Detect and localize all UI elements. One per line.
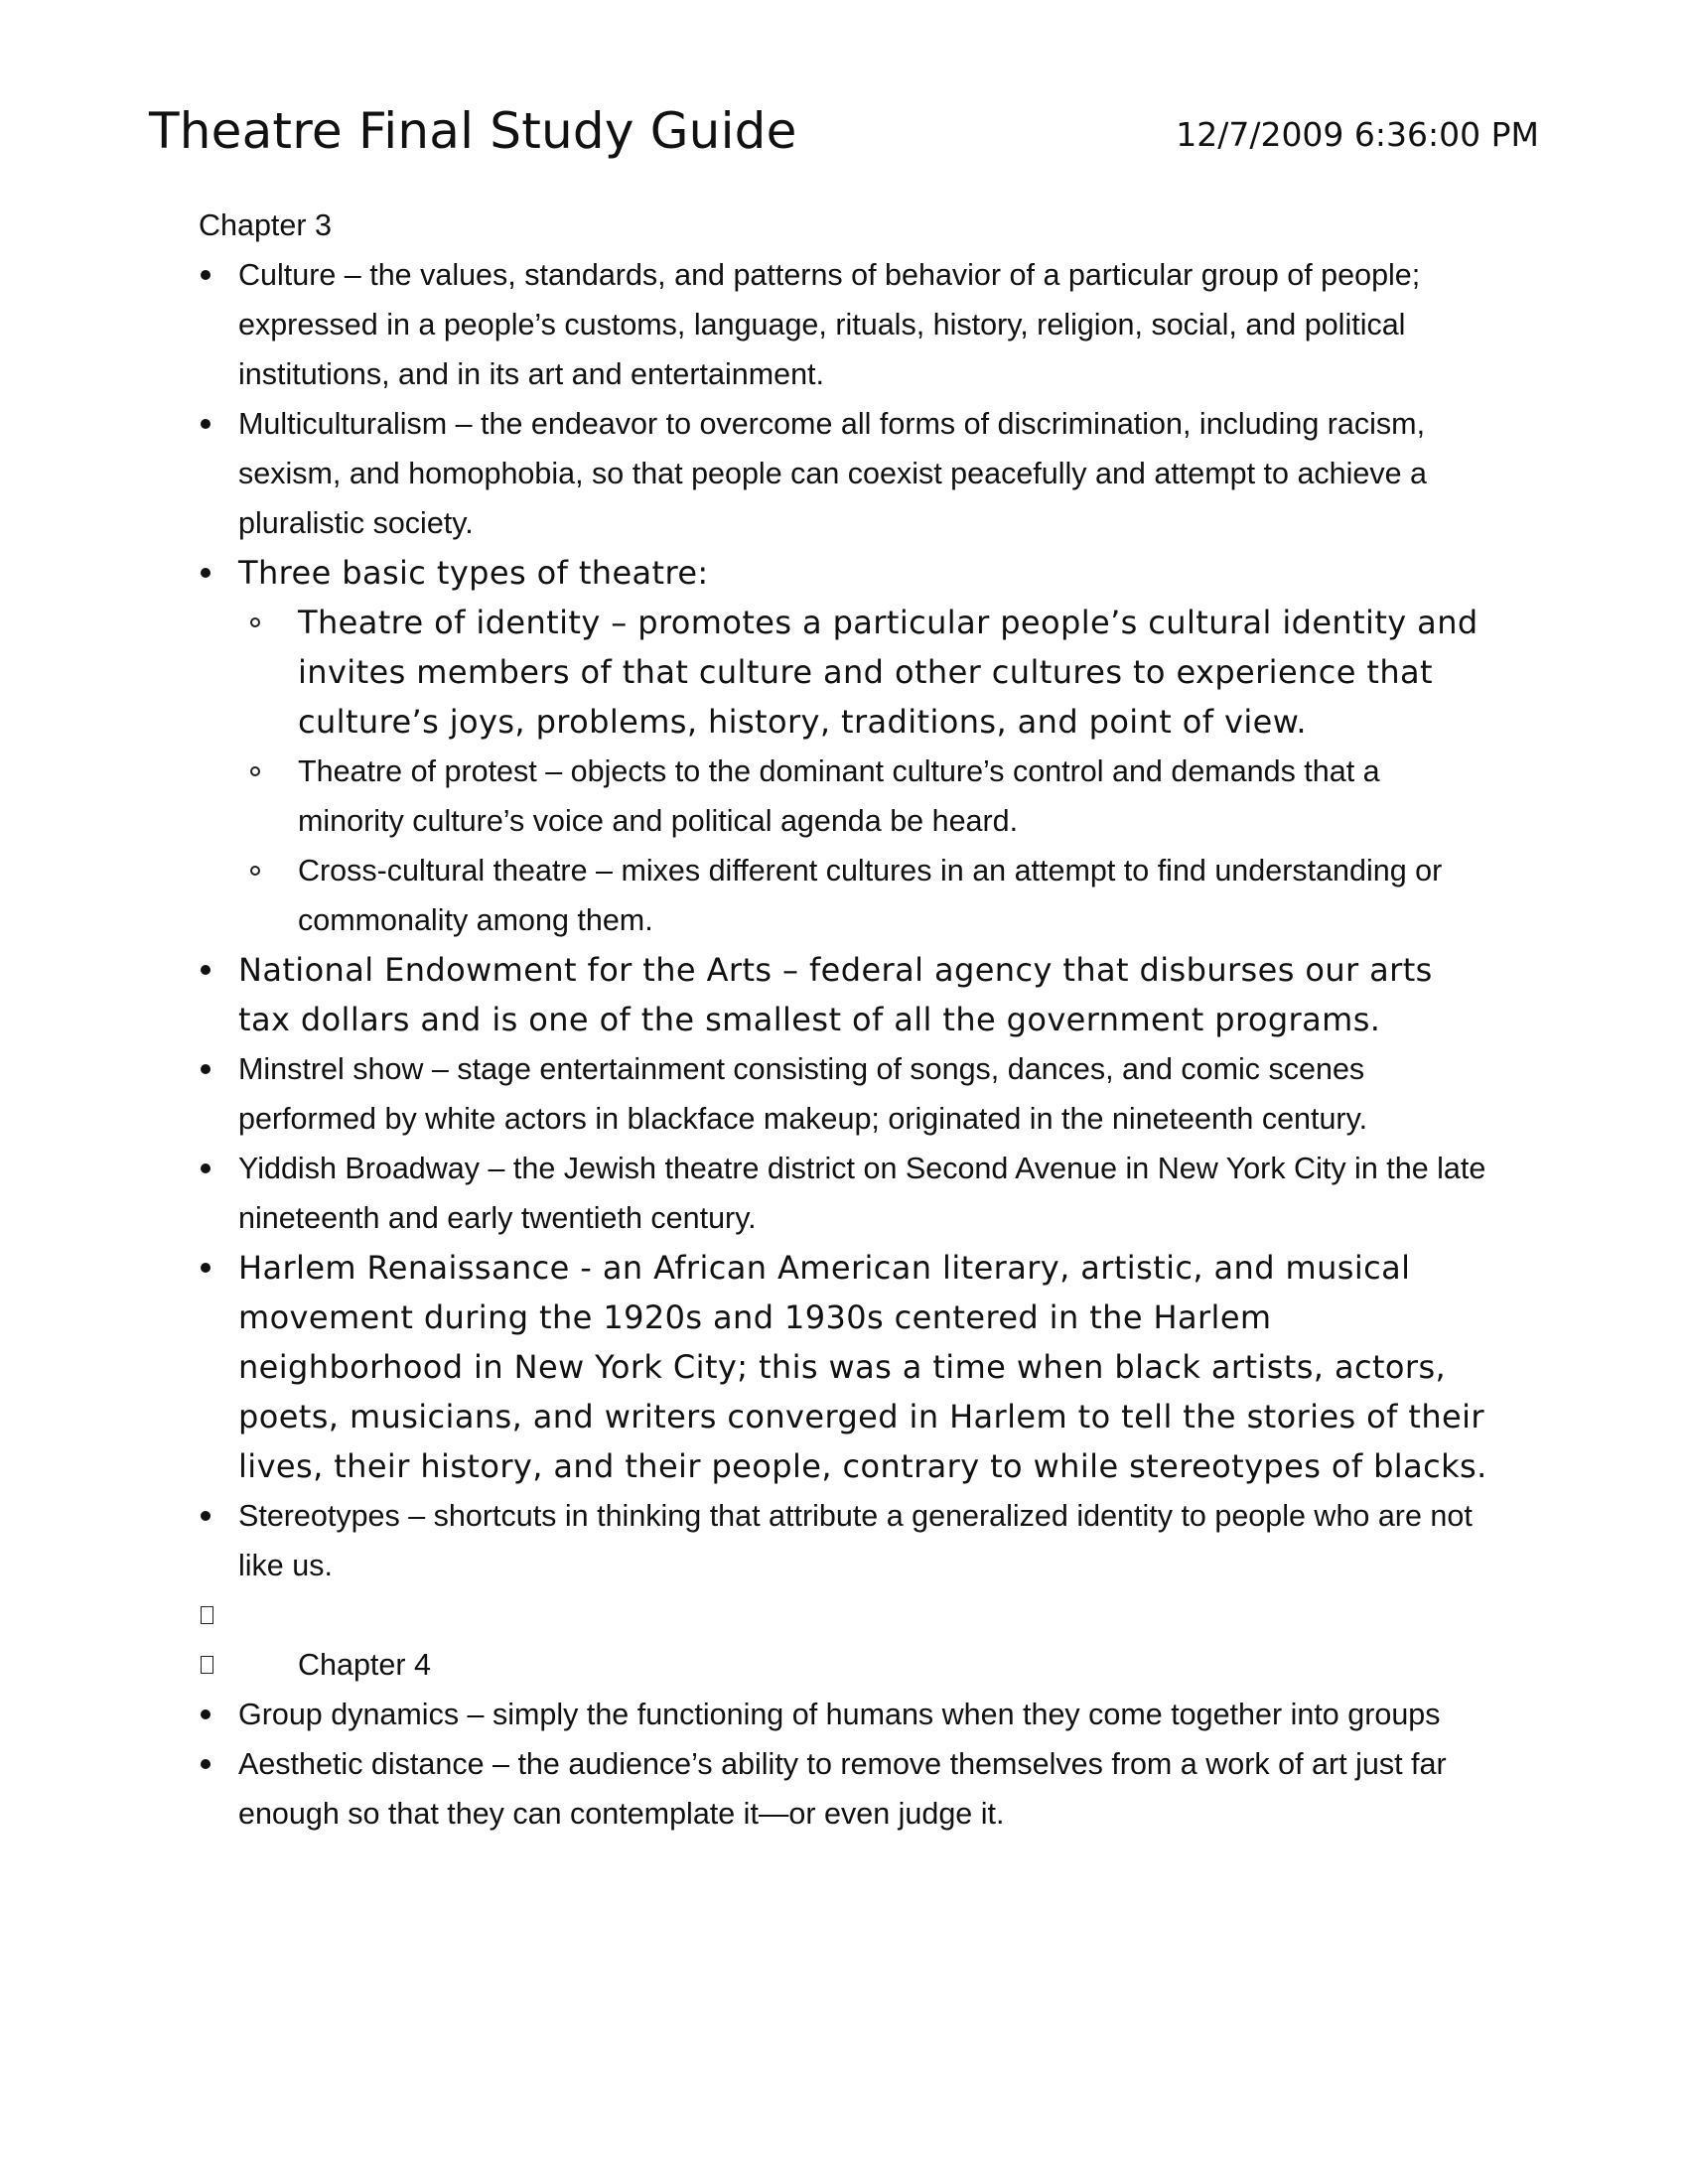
chapter-4-list bbox=[199, 1690, 1489, 1839]
term-cross-cultural-theatre: Cross-cultural theatre – mixes different cultures in an attempt to find understanding or commonality among them. bbox=[298, 854, 1443, 937]
list-item bbox=[199, 548, 1489, 598]
term-theatre-of-identity: Theatre of identity – promotes a particular people’s cultural identity and invites members of that culture and other cultures to experience that culture’s joys, problems, history, traditions, and point of view. bbox=[298, 604, 1478, 741]
list-item bbox=[199, 747, 1489, 846]
hollow-bullet-icon bbox=[250, 866, 260, 876]
list-item bbox=[199, 1491, 1489, 1590]
list-item bbox=[199, 1739, 1489, 1839]
term-nea: National Endowment for the Arts – federal agency that disburses our arts tax dollars and is one of the smallest of all the government programs. bbox=[238, 951, 1433, 1038]
empty-row bbox=[199, 1590, 1489, 1640]
term-minstrel-show: Minstrel show – stage entertainment consisting of songs, dances, and comic scenes performed by white actors in blackface makeup; originated in the nineteenth century. bbox=[238, 1052, 1368, 1136]
term-culture: Culture – the values, standards, and patterns of behavior of a particular group of people; expressed in a people’s customs, language, rituals, history, religion, social, and political institutions, and in its art and entertainment. bbox=[238, 258, 1421, 391]
page-timestamp: 12/7/2009 6:36:00 PM bbox=[1176, 115, 1539, 154]
bullet-icon bbox=[201, 419, 211, 429]
term-stereotypes: Stereotypes – shortcuts in thinking that attribute a generalized identity to people who are not like us. bbox=[238, 1499, 1473, 1582]
term-yiddish-broadway: Yiddish Broadway – the Jewish theatre district on Second Avenue in New York City in the late nineteenth and early twentieth century. bbox=[238, 1152, 1486, 1235]
chapter-3-heading: Chapter 3 bbox=[199, 208, 332, 242]
term-harlem-renaissance: Harlem Renaissance - an African American literary, artistic, and musical movement during the 1920s and 1930s centered in the Harlem neighborhood in New York City; this was a time when black artists, actors, poets, musicians, and writers converged in Harlem to tell the stories of their lives, their history, and their people, contrary to while stereotypes of blacks. bbox=[238, 1249, 1487, 1485]
bullet-icon bbox=[201, 965, 211, 975]
list-item bbox=[199, 1144, 1489, 1243]
list-item bbox=[199, 1690, 1489, 1739]
chapter-4-row bbox=[199, 1640, 1489, 1690]
page-header bbox=[149, 99, 1539, 169]
chapter-3-list bbox=[199, 250, 1489, 598]
list-item bbox=[199, 598, 1489, 747]
term-multiculturalism: Multiculturalism – the endeavor to overcome all forms of discrimination, including racism, sexism, and homophobia, so that people can coexist peacefully and attempt to achieve a pluralistic society. bbox=[238, 407, 1428, 540]
theatre-types-list bbox=[199, 598, 1489, 945]
bullet-icon bbox=[201, 1709, 211, 1719]
missing-glyph-icon bbox=[201, 1606, 213, 1624]
hollow-bullet-icon bbox=[250, 766, 260, 776]
list-item bbox=[199, 399, 1489, 548]
list-item bbox=[199, 1243, 1489, 1491]
term-theatre-of-protest: Theatre of protest – objects to the dominant culture’s control and demands that a minority culture’s voice and political agenda be heard. bbox=[298, 754, 1380, 838]
hollow-bullet-icon bbox=[250, 617, 260, 627]
bullet-icon bbox=[201, 1163, 211, 1173]
bullet-icon bbox=[201, 1759, 211, 1769]
bullet-icon bbox=[201, 1263, 211, 1273]
term-group-dynamics: Group dynamics – simply the functioning of humans when they come together into groups bbox=[238, 1698, 1441, 1731]
term-theatre-types: Three basic types of theatre: bbox=[238, 554, 709, 592]
chapter-4-heading: Chapter 4 bbox=[298, 1648, 431, 1682]
missing-glyph-icon bbox=[201, 1656, 213, 1674]
bullet-icon bbox=[201, 1511, 211, 1521]
bullet-icon bbox=[201, 270, 211, 280]
list-item bbox=[199, 1044, 1489, 1144]
notes-body bbox=[199, 201, 1489, 1839]
list-item bbox=[199, 250, 1489, 399]
term-aesthetic-distance: Aesthetic distance – the audience’s ability to remove themselves from a work of art just far enough so that they can contemplate it—or even judge it. bbox=[238, 1747, 1447, 1831]
bullet-icon bbox=[201, 568, 211, 578]
list-item bbox=[199, 846, 1489, 945]
page-title: Theatre Final Study Guide bbox=[149, 102, 797, 160]
bullet-icon bbox=[201, 1064, 211, 1074]
chapter-3-list-continued bbox=[199, 945, 1489, 1590]
list-item bbox=[199, 945, 1489, 1044]
